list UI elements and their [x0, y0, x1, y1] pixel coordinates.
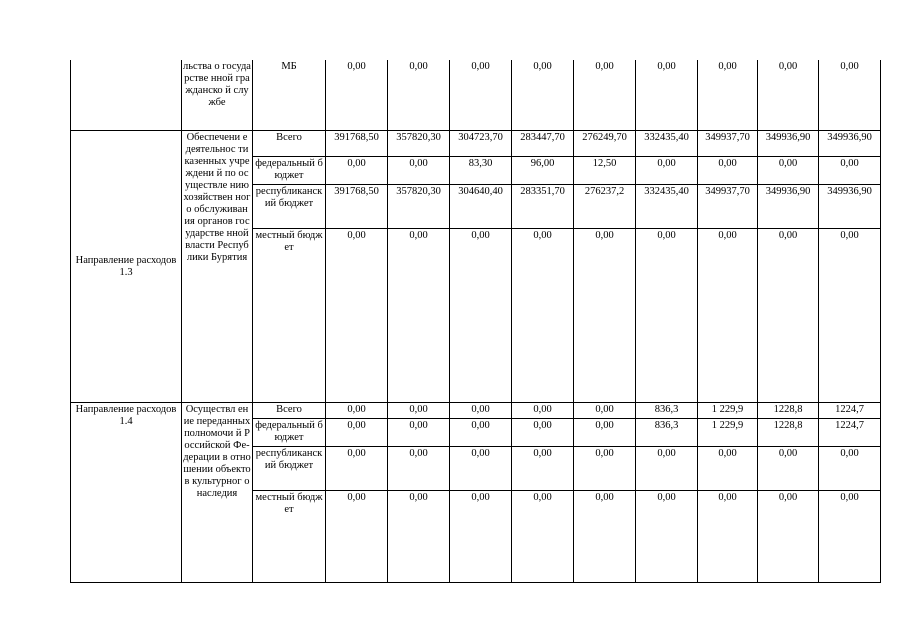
value-cell: 0,00 [388, 446, 450, 490]
value-cell: 0,00 [388, 402, 450, 418]
value-cell: 0,00 [698, 60, 758, 130]
value-cell: 349936,90 [819, 184, 881, 228]
description-cell: Обеспечени е деятельнос ти казенных учреждени й по осуществле нию хозяйствен ного обслуживан ия органов государстве нной власти Республики Бурятия [182, 130, 253, 402]
value-cell: 0,00 [819, 446, 881, 490]
value-cell: 0,00 [574, 60, 636, 130]
value-cell: 283351,70 [512, 184, 574, 228]
value-cell: 0,00 [636, 60, 698, 130]
value-cell: 0,00 [819, 156, 881, 184]
value-cell: 0,00 [636, 446, 698, 490]
funding-source-cell: Всего [253, 130, 326, 156]
value-cell: 0,00 [326, 228, 388, 402]
direction-cell: Направление расходов 1.3 [71, 130, 182, 402]
value-cell: 0,00 [819, 60, 881, 130]
value-cell: 332435,40 [636, 130, 698, 156]
value-cell: 391768,50 [326, 184, 388, 228]
table-row [71, 60, 881, 130]
value-cell: 0,00 [574, 418, 636, 446]
value-cell: 0,00 [574, 402, 636, 418]
value-cell: 836,3 [636, 402, 698, 418]
value-cell: 0,00 [698, 156, 758, 184]
value-cell: 0,00 [450, 446, 512, 490]
value-cell: 349936,90 [819, 130, 881, 156]
value-cell: 0,00 [388, 490, 450, 582]
value-cell: 96,00 [512, 156, 574, 184]
value-cell: 276249,70 [574, 130, 636, 156]
value-cell: 0,00 [450, 418, 512, 446]
value-cell: 1228,8 [758, 402, 819, 418]
value-cell: 0,00 [819, 228, 881, 402]
direction-cell: Направление расходов 1.4 [71, 402, 182, 582]
value-cell: 0,00 [326, 446, 388, 490]
value-cell: 0,00 [388, 60, 450, 130]
value-cell: 349936,90 [758, 184, 819, 228]
value-cell: 0,00 [636, 490, 698, 582]
value-cell: 0,00 [512, 60, 574, 130]
value-cell: 0,00 [758, 60, 819, 130]
value-cell: 0,00 [636, 228, 698, 402]
value-cell: 0,00 [450, 228, 512, 402]
value-cell: 349937,70 [698, 130, 758, 156]
funding-source-cell: республиканский бюджет [253, 184, 326, 228]
value-cell: 1228,8 [758, 418, 819, 446]
value-cell: 1224,7 [819, 418, 881, 446]
value-cell: 1 229,9 [698, 418, 758, 446]
funding-source-cell: МБ [253, 60, 326, 130]
description-cell: Осуществл ение переданных полномочи й Российской Фе-дерации в отношении объектов культурног о наследия [182, 402, 253, 582]
value-cell: 0,00 [450, 60, 512, 130]
value-cell: 12,50 [574, 156, 636, 184]
funding-source-cell: местный бюджет [253, 228, 326, 402]
value-cell: 83,30 [450, 156, 512, 184]
funding-source-cell: Всего [253, 402, 326, 418]
value-cell: 304723,70 [450, 130, 512, 156]
value-cell: 0,00 [512, 446, 574, 490]
value-cell: 0,00 [512, 228, 574, 402]
funding-source-cell: федеральный бюджет [253, 156, 326, 184]
value-cell: 0,00 [326, 402, 388, 418]
value-cell: 0,00 [758, 156, 819, 184]
value-cell: 0,00 [388, 156, 450, 184]
value-cell: 276237,2 [574, 184, 636, 228]
value-cell: 0,00 [512, 402, 574, 418]
value-cell: 0,00 [636, 156, 698, 184]
value-cell: 0,00 [450, 490, 512, 582]
budget-table-body [71, 60, 881, 582]
funding-source-cell: федеральный бюджет [253, 418, 326, 446]
funding-source-cell: республиканский бюджет [253, 446, 326, 490]
value-cell: 0,00 [388, 418, 450, 446]
value-cell: 283447,70 [512, 130, 574, 156]
value-cell: 357820,30 [388, 130, 450, 156]
value-cell: 0,00 [574, 228, 636, 402]
budget-table [70, 60, 881, 583]
value-cell: 0,00 [450, 402, 512, 418]
value-cell: 391768,50 [326, 130, 388, 156]
value-cell: 349937,70 [698, 184, 758, 228]
description-cell: льства о государстве нной гражданско й службе [182, 60, 253, 130]
table-row [71, 130, 881, 156]
direction-cell [71, 60, 182, 130]
value-cell: 0,00 [698, 490, 758, 582]
value-cell: 0,00 [326, 156, 388, 184]
value-cell: 0,00 [758, 446, 819, 490]
value-cell: 0,00 [512, 418, 574, 446]
value-cell: 836,3 [636, 418, 698, 446]
value-cell: 0,00 [758, 490, 819, 582]
value-cell: 357820,30 [388, 184, 450, 228]
value-cell: 0,00 [698, 446, 758, 490]
table-row [71, 402, 881, 418]
value-cell: 0,00 [698, 228, 758, 402]
value-cell: 0,00 [819, 490, 881, 582]
value-cell: 0,00 [512, 490, 574, 582]
value-cell: 332435,40 [636, 184, 698, 228]
funding-source-cell: местный бюджет [253, 490, 326, 582]
value-cell: 0,00 [758, 228, 819, 402]
value-cell: 0,00 [326, 490, 388, 582]
value-cell: 0,00 [574, 446, 636, 490]
value-cell: 1224,7 [819, 402, 881, 418]
value-cell: 0,00 [574, 490, 636, 582]
value-cell: 0,00 [388, 228, 450, 402]
value-cell: 1 229,9 [698, 402, 758, 418]
value-cell: 349936,90 [758, 130, 819, 156]
value-cell: 0,00 [326, 60, 388, 130]
value-cell: 304640,40 [450, 184, 512, 228]
value-cell: 0,00 [326, 418, 388, 446]
